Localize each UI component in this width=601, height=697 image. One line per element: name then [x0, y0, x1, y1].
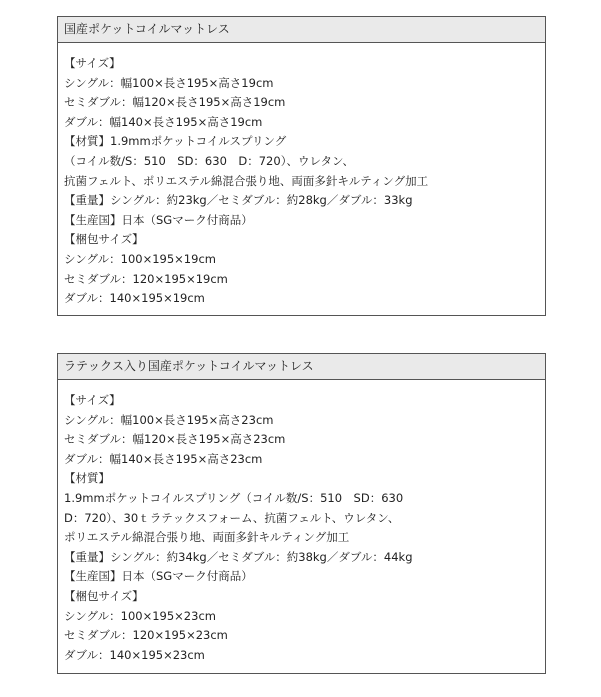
spec-line: ポリエステル綿混合張り地、両面多針キルティング加工 [64, 530, 350, 545]
spec-line: セミダブル：幅120×長さ195×高さ19cm [64, 95, 286, 110]
spec-line: 【材質】 [64, 471, 110, 486]
spec-line: 【梱包サイズ】 [64, 232, 144, 247]
spec-line: シングル：100×195×23cm [64, 608, 216, 623]
spec-line: 【材質】1.9mmポケットコイルスプリング [64, 134, 287, 149]
spec-line: 【重量】シングル：約34kg／セミダブル：約38kg／ダブル：44kg [64, 549, 413, 564]
spec-line: シングル：幅100×長さ195×高さ19cm [64, 75, 274, 90]
spec-box-pocket-coil [57, 16, 546, 316]
spec-box-latex-pocket-coil [57, 353, 546, 674]
spec-line: 【梱包サイズ】 [64, 588, 144, 603]
spec-line: ダブル：140×195×23cm [64, 647, 205, 662]
spec-line: ダブル：140×195×19cm [64, 291, 205, 306]
spec-line: 【生産国】日本（SGマーク付商品） [64, 569, 253, 584]
spec-line: （コイル数/S：510 SD：630 D：720）、ウレタン、 [64, 153, 355, 168]
spec-line: 【サイズ】 [64, 393, 121, 407]
spec-line: D：720）、30ｔラテックスフォーム、抗菌フェルト、ウレタン、 [64, 510, 400, 525]
spec-line: シングル：100×195×19cm [64, 251, 216, 266]
spec-line: セミダブル：120×195×19cm [64, 271, 228, 286]
spec-box-title: ラテックス入り国産ポケットコイルマットレス [58, 354, 545, 380]
spec-line: ダブル：幅140×長さ195×高さ23cm [64, 451, 263, 466]
spec-line: セミダブル：120×195×23cm [64, 628, 228, 643]
spec-box-title: 国産ポケットコイルマットレス [58, 17, 545, 43]
spec-line: セミダブル：幅120×長さ195×高さ23cm [64, 432, 286, 447]
spec-box-body [58, 380, 545, 665]
spec-line: 【重量】シングル：約23kg／セミダブル：約28kg／ダブル：33kg [64, 193, 413, 208]
spec-line: 1.9mmポケットコイルスプリング（コイル数/S：510 SD：630 [64, 490, 404, 505]
spec-box-body [58, 43, 545, 309]
spec-line: シングル：幅100×長さ195×高さ23cm [64, 412, 274, 427]
spec-line: 【生産国】日本（SGマーク付商品） [64, 212, 253, 227]
spec-line: 抗菌フェルト、ポリエステル綿混合張り地、両面多針キルティング加工 [64, 173, 429, 188]
spec-line: 【サイズ】 [64, 56, 121, 70]
spec-line: ダブル：幅140×長さ195×高さ19cm [64, 114, 263, 129]
